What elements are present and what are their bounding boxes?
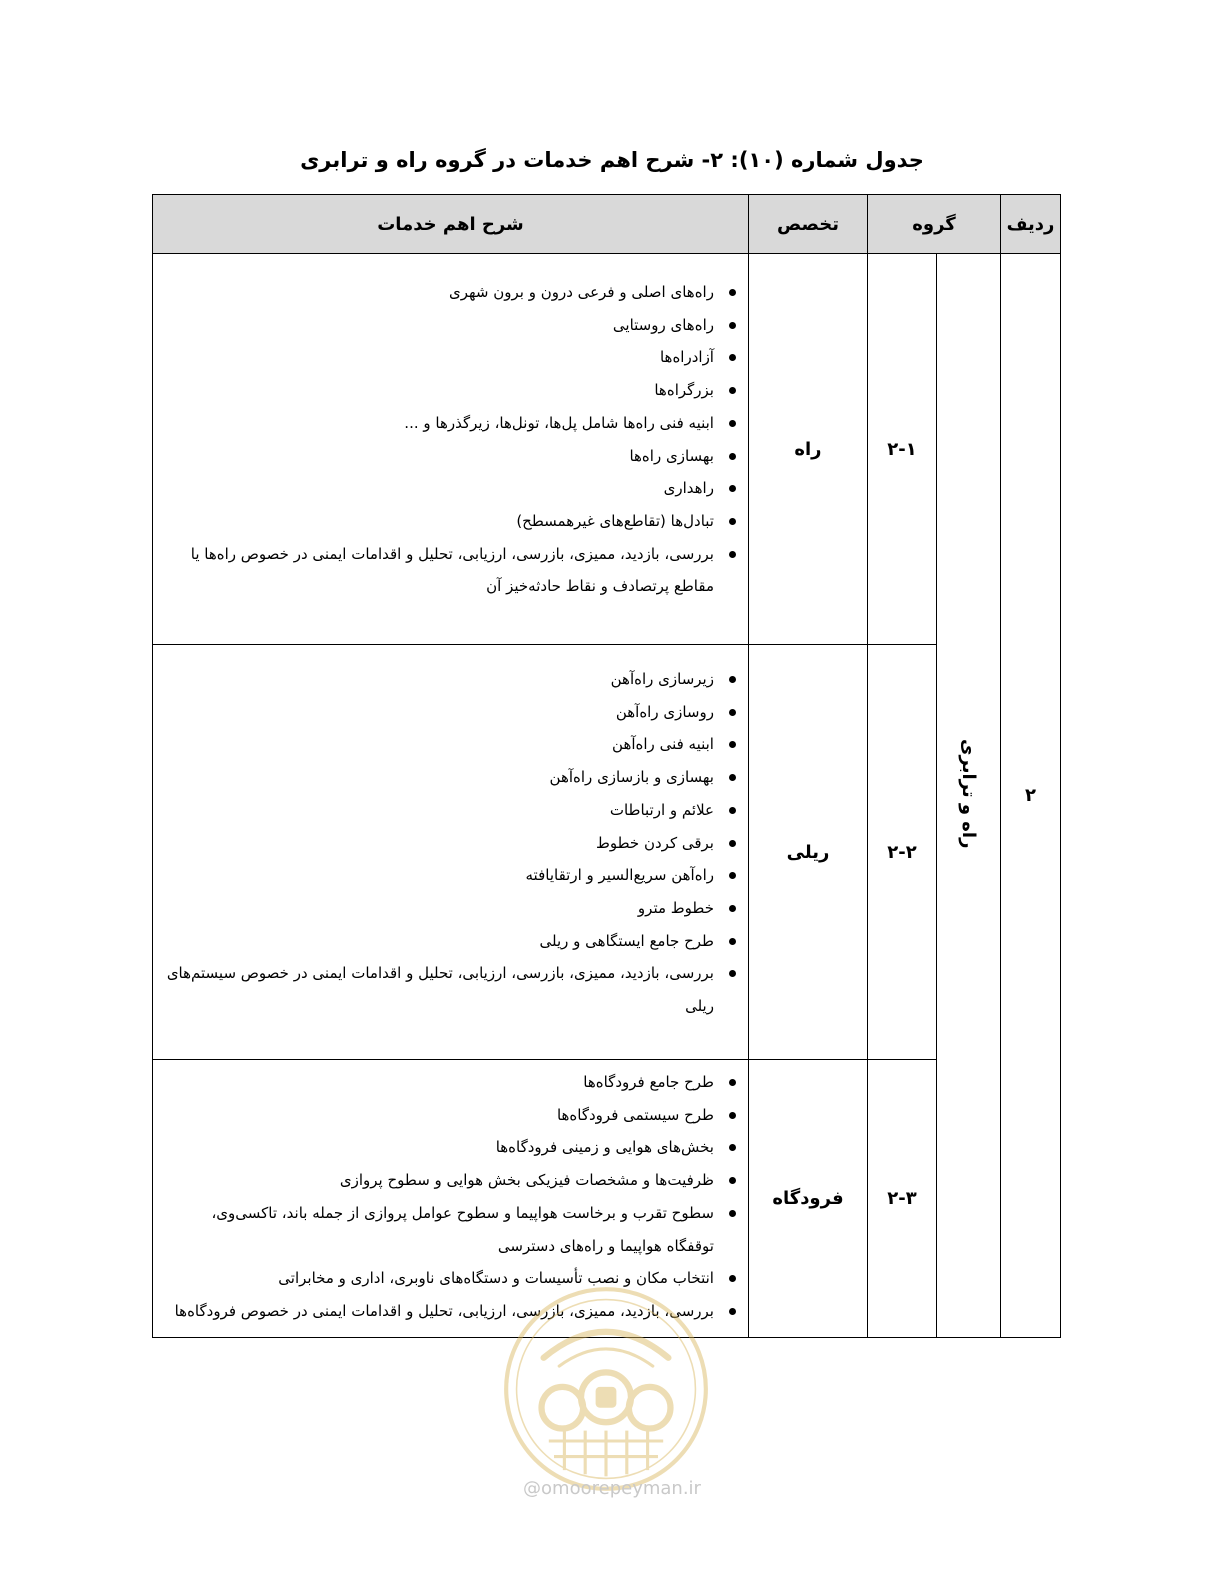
header-specialty: تخصص — [748, 195, 867, 254]
list-item: ابنیه فنی راه‌آهن — [163, 728, 714, 761]
list-item: بخش‌های هوایی و زمینی فرودگاه‌ها — [163, 1131, 714, 1164]
list-item: بهسازی و بازسازی راه‌آهن — [163, 761, 714, 794]
row-number-cell: ۲ — [1001, 254, 1061, 1338]
group-code-cell: ۲-۳ — [867, 1060, 936, 1338]
list-item: طرح جامع ایستگاهی و ریلی — [163, 925, 714, 958]
group-code-cell: ۲-۲ — [867, 645, 936, 1060]
list-item: طرح جامع فرودگاه‌ها — [163, 1066, 714, 1099]
description-cell — [153, 645, 749, 1060]
list-item: بزرگراه‌ها — [163, 374, 714, 407]
list-item: بهسازی راه‌ها — [163, 440, 714, 473]
list-item: انتخاب مکان و نصب تأسیسات و دستگاه‌های ناوبری، اداری و مخابراتی — [163, 1262, 714, 1295]
list-item: ابنیه فنی راه‌ها شامل پل‌ها، تونل‌ها، زیرگذرها و ... — [163, 407, 714, 440]
list-item: راهداری — [163, 472, 714, 505]
description-cell — [153, 254, 749, 645]
list-item: آزادراه‌ها — [163, 341, 714, 374]
header-description: شرح اهم خدمات — [153, 195, 749, 254]
list-item: بررسی، بازدید، ممیزی، بازرسی، ارزیابی، تحلیل و اقدامات ایمنی در خصوص فرودگاه‌ها — [163, 1295, 714, 1328]
list-item: زیرسازی راه‌آهن — [163, 663, 714, 696]
service-list — [153, 663, 748, 1023]
group-name: راه و ترابری — [958, 738, 979, 849]
list-item: علائم و ارتباطات — [163, 794, 714, 827]
watermark-logo-icon — [502, 1285, 710, 1493]
header-row-number: ردیف — [1001, 195, 1061, 254]
table-row — [153, 645, 1061, 1060]
service-list — [153, 276, 748, 603]
list-item: راه‌آهن سریع‌السیر و ارتقایافته — [163, 859, 714, 892]
list-item: راه‌های روستایی — [163, 309, 714, 342]
list-item: ظرفیت‌ها و مشخصات فیزیکی بخش هوایی و سطوح پروازی — [163, 1164, 714, 1197]
list-item: تبادل‌ها (تقاطع‌های غیرهمسطح) — [163, 505, 714, 538]
list-item: روسازی راه‌آهن — [163, 696, 714, 729]
list-item: بررسی، بازدید، ممیزی، بازرسی، ارزیابی، تحلیل و اقدامات ایمنی در خصوص راه‌ها یا مقاطع پرتصادف و نقاط حادثه‌خیز آن — [163, 538, 714, 603]
specialty-cell: فرودگاه — [748, 1060, 867, 1338]
specialty-cell: ریلی — [748, 645, 867, 1060]
header-group: گروه — [867, 195, 1000, 254]
services-table — [152, 194, 1061, 1338]
list-item: خطوط مترو — [163, 892, 714, 925]
list-item: سطوح تقرب و برخاست هواپیما و سطوح عوامل پروازی از جمله باند، تاکسی‌وی، توقفگاه هواپیما و راه‌های دسترسی — [163, 1197, 714, 1262]
header-row — [153, 195, 1061, 254]
table-title: جدول شماره (۱۰): ۲- شرح اهم خدمات در گروه راه و ترابری — [300, 148, 924, 172]
list-item: طرح سیستمی فرودگاه‌ها — [163, 1099, 714, 1132]
list-item: بررسی، بازدید، ممیزی، بازرسی، ارزیابی، تحلیل و اقدامات ایمنی در خصوص سیستم‌های ریلی — [163, 957, 714, 1022]
watermark-url: @omoorepeyman.ir — [523, 1478, 701, 1499]
table-row — [153, 254, 1061, 645]
group-name-cell — [937, 254, 1001, 1338]
specialty-cell: راه — [748, 254, 867, 645]
group-code-cell: ۲-۱ — [867, 254, 936, 645]
list-item: راه‌های اصلی و فرعی درون و برون شهری — [163, 276, 714, 309]
list-item: برقی کردن خطوط — [163, 827, 714, 860]
